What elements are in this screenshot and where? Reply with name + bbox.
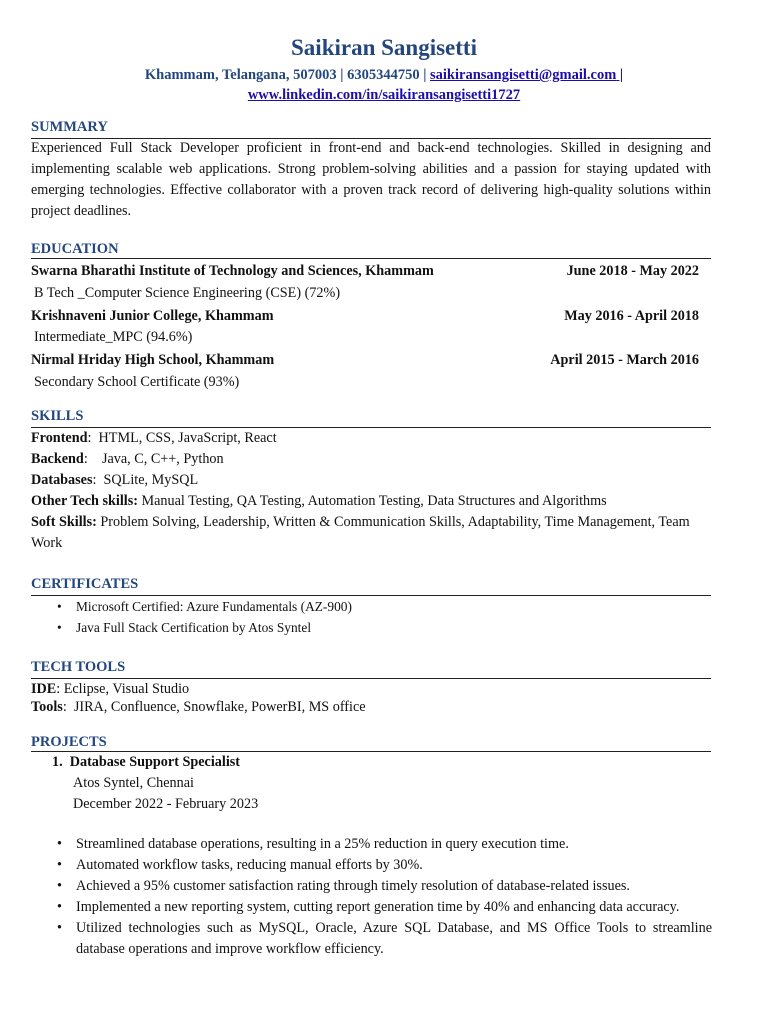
tool-label: Tools <box>31 699 63 715</box>
summary-heading: SUMMARY <box>31 119 108 135</box>
certificate-text: Java Full Stack Certification by Atos Syntel <box>76 620 312 635</box>
certificates-list <box>52 596 712 638</box>
bullet-icon: • <box>57 878 62 894</box>
education-degree: B Tech _Computer Science Engineering (CSE) (72%) <box>34 285 341 301</box>
certificate-text: Microsoft Certified: Azure Fundamentals (AZ-900) <box>76 599 352 614</box>
project-bullet-text: Implemented a new reporting system, cutting report generation time by 40% and enhancing data accuracy. <box>76 899 680 915</box>
summary-text: Experienced Full Stack Developer proficient in front-end and back-end technologies. Skilled in designing and implementing scalable web applications. Strong problem-solving abilities and a passion for staying updated with emerging technologies. Effective collaborator with a proven track record of delivering high-quality solutions within project deadlines. <box>31 140 711 219</box>
project-company: Atos Syntel, Chennai <box>73 775 194 791</box>
education-institution: Nirmal Hriday High School, Khammam <box>31 352 275 368</box>
skill-value: Java, C, C++, Python <box>101 451 224 467</box>
tool-value: : JIRA, Confluence, Snowflake, PowerBI, MS office <box>62 699 366 715</box>
skill-value: SQLite, MySQL <box>103 472 199 488</box>
skill-value: Problem Solving, Leadership, Written & Communication Skills, Adaptability, Time Management, Team Work <box>31 514 690 551</box>
tool-value: : Eclipse, Visual Studio <box>56 681 190 697</box>
list-item <box>52 834 712 855</box>
bullet-icon: • <box>57 620 62 635</box>
project-bullet-text: Automated workflow tasks, reducing manual efforts by 30%. <box>76 857 423 873</box>
tool-row <box>31 698 366 716</box>
education-divider <box>31 258 711 259</box>
list-item <box>52 855 712 876</box>
skill-label: Databases <box>31 472 93 488</box>
list-item <box>52 617 712 638</box>
skill-separator: : <box>87 430 99 446</box>
contact-prefix: Khammam, Telangana, 507003 | 6305344750 | <box>144 67 431 83</box>
linkedin-link[interactable]: www.linkedin.com/in/saikiransangisetti1727 <box>247 87 521 103</box>
project-bullet-text: Utilized technologies such as MySQL, Oracle, Azure SQL Database, and MS Office Tools to streamline database operations and improve workflow efficiency. <box>76 920 712 957</box>
tool-row <box>31 680 189 698</box>
education-dates: April 2015 - March 2016 <box>550 352 699 368</box>
project-dates: December 2022 - February 2023 <box>73 796 259 812</box>
bullet-icon: • <box>57 920 62 936</box>
skill-value: Manual Testing, QA Testing, Automation Testing, Data Structures and Algorithms <box>141 493 607 509</box>
skill-label: Other Tech skills: <box>31 493 138 509</box>
bullet-icon: • <box>57 857 62 873</box>
project-title <box>52 753 240 771</box>
certificates-heading: CERTIFICATES <box>31 576 139 592</box>
tech-tools-heading: TECH TOOLS <box>31 659 126 675</box>
candidate-name: Saikiran Sangisetti <box>291 35 477 60</box>
bullet-icon: • <box>57 836 62 852</box>
bullet-icon: • <box>57 899 62 915</box>
skill-label: Frontend <box>31 430 88 446</box>
project-bullet-text: Achieved a 95% customer satisfaction rating through timely resolution of database-related issues. <box>76 878 630 894</box>
contact-suffix: | <box>616 67 624 83</box>
list-item <box>52 918 712 960</box>
skill-separator: : <box>92 472 104 488</box>
skill-row <box>31 512 711 554</box>
list-item <box>52 596 712 617</box>
education-dates: June 2018 - May 2022 <box>566 263 699 279</box>
education-degree: Secondary School Certificate (93%) <box>34 374 240 390</box>
tool-label: IDE <box>31 681 57 697</box>
tech-tools-divider <box>31 678 711 679</box>
list-item <box>52 897 712 918</box>
education-dates: May 2016 - April 2018 <box>564 308 699 324</box>
education-institution: Swarna Bharathi Institute of Technology and Sciences, Khammam <box>31 263 434 279</box>
skill-label: Backend <box>31 451 84 467</box>
skills-heading: SKILLS <box>31 408 84 424</box>
bullet-icon: • <box>57 599 62 614</box>
projects-heading: PROJECTS <box>31 734 107 750</box>
linkedin-line <box>0 86 768 104</box>
projects-divider <box>31 751 711 752</box>
skill-row <box>31 428 711 449</box>
skill-row <box>31 449 711 470</box>
education-degree: Intermediate_MPC (94.6%) <box>34 329 193 345</box>
education-heading: EDUCATION <box>31 241 119 257</box>
project-bullets <box>52 834 712 960</box>
project-bullet-text: Streamlined database operations, resulting in a 25% reduction in query execution time. <box>76 836 569 852</box>
skill-separator: : <box>83 451 102 467</box>
contact-line <box>0 66 768 84</box>
email-link[interactable]: saikiransangisetti@gmail.com <box>430 67 617 83</box>
project-number: 1. <box>52 754 63 770</box>
skill-value: HTML, CSS, JavaScript, React <box>98 430 277 446</box>
list-item <box>52 876 712 897</box>
skill-row <box>31 491 711 512</box>
project-name: Database Support Specialist <box>69 754 241 770</box>
skill-label: Soft Skills: <box>31 514 97 530</box>
skill-row <box>31 470 711 491</box>
education-institution: Krishnaveni Junior College, Khammam <box>31 308 274 324</box>
